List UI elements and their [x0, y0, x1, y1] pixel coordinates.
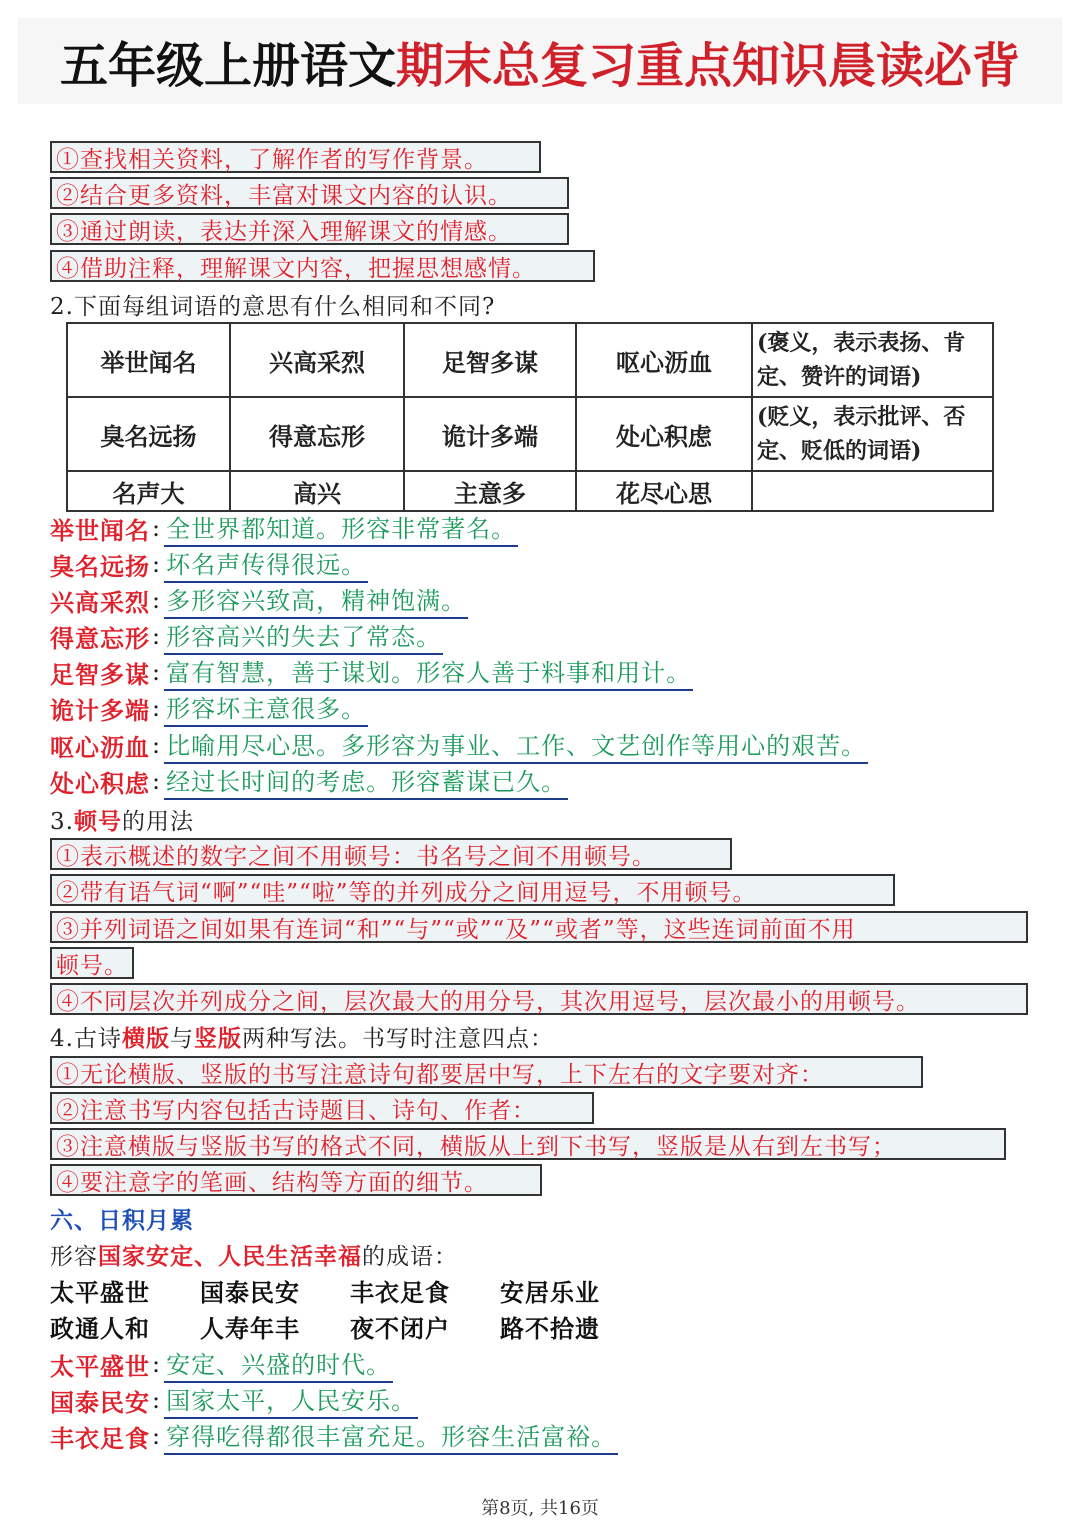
definition-meaning: 坏名声传得很远。 [164, 545, 368, 583]
definition-term: 国泰民安 [50, 1387, 150, 1417]
definition-term: 诡计多端 [50, 695, 150, 725]
idiom: 太平盛世 [50, 1277, 150, 1307]
definition-item: 足智多谋 : 富有智慧，善于谋划。形容人善于料事和用计。 [50, 654, 693, 690]
question-3-highlight: 顿号 [73, 808, 122, 835]
table-note-positive: (褒义，表示表扬、肯定、赞许的词语) [752, 323, 993, 397]
comma-rule-1: ①表示概述的数字之间不用顿号：书名号之间不用顿号。 [50, 838, 732, 870]
comma-rule-2: ②带有语气词“啊”“哇”“啦”等的并列成分之间用逗号，不用顿号。 [50, 874, 895, 906]
poem-rule-3: ③注意横版与竖版书写的格式不同，横版从上到下书写，竖版是从右到左书写； [50, 1128, 1006, 1160]
table-cell: 举世闻名 [67, 323, 230, 397]
method-item-4: ④借助注释，理解课文内容，把握思想感情。 [50, 250, 595, 282]
comma-rule-4: ④不同层次并列成分之间，层次最大的用分号，其次用逗号，层次最小的用顿号。 [50, 983, 1028, 1015]
table-cell: 名声大 [67, 471, 230, 511]
definition-term: 得意忘形 [50, 623, 150, 653]
definition-item: 举世闻名 : 全世界都知道。形容非常著名。 [50, 510, 518, 546]
table-cell: 得意忘形 [230, 397, 404, 471]
word-comparison-table [66, 322, 994, 512]
idiom: 路不拾遗 [500, 1313, 600, 1343]
definition-meaning: 比喻用尽心思。多形容为事业、工作、文艺创作等用心的艰苦。 [164, 726, 868, 764]
method-item-1: ①查找相关资料，了解作者的写作背景。 [50, 141, 541, 173]
idiom-grid [50, 1272, 650, 1344]
idiom: 国泰民安 [200, 1277, 300, 1307]
table-cell: 处心积虑 [576, 397, 752, 471]
idiom-row [50, 1308, 650, 1344]
definition-term: 举世闻名 [50, 515, 150, 545]
idiom: 丰衣足食 [350, 1277, 450, 1307]
title-part1: 五年级上册语文 [59, 37, 396, 94]
definition-item: 臭名远扬 : 坏名声传得很远。 [50, 546, 368, 582]
question-2: 2.下面每组词语的意思有什么相同和不同? [50, 294, 496, 320]
table-row [67, 397, 993, 471]
table-cell: 主意多 [404, 471, 576, 511]
idiom: 人寿年丰 [200, 1313, 300, 1343]
definition-item: 诡计多端 : 形容坏主意很多。 [50, 690, 368, 726]
definition-meaning: 形容坏主意很多。 [164, 689, 368, 727]
idiom-definition: 国泰民安 : 国家太平，人民安乐。 [50, 1382, 418, 1418]
definition-term: 丰衣足食 [50, 1423, 150, 1453]
table-cell: 足智多谋 [404, 323, 576, 397]
definition-meaning: 国家太平，人民安乐。 [164, 1381, 418, 1419]
table-cell: 呕心沥血 [576, 323, 752, 397]
definition-meaning: 多形容兴致高，精神饱满。 [164, 581, 468, 619]
definition-item: 得意忘形 : 形容高兴的失去了常态。 [50, 618, 443, 654]
table-note-negative: (贬义，表示批评、否定、贬低的词语) [752, 397, 993, 471]
table-row [67, 323, 993, 397]
idiom-definition: 太平盛世 : 安定、兴盛的时代。 [50, 1346, 393, 1382]
table-cell: 诡计多端 [404, 397, 576, 471]
poem-rule-4: ④要注意字的笔画、结构等方面的细节。 [50, 1164, 542, 1196]
poem-rule-1: ①无论横版、竖版的书写注意诗句都要居中写，上下左右的文字要对齐： [50, 1056, 923, 1088]
definition-term: 呕心沥血 [50, 732, 150, 762]
definition-meaning: 形容高兴的失去了常态。 [164, 617, 443, 655]
definition-item: 呕心沥血 : 比喻用尽心思。多形容为事业、工作、文艺创作等用心的艰苦。 [50, 727, 868, 763]
question-4: 4.古诗横版与竖版两种写法。书写时注意四点： [50, 1025, 554, 1052]
definition-term: 兴高采烈 [50, 587, 150, 617]
definition-term: 臭名远扬 [50, 551, 150, 581]
table-row [67, 471, 993, 511]
page-number: 第8页, 共16页 [481, 1498, 599, 1519]
comma-rule-3-cont: 顿号。 [50, 947, 134, 979]
idiom-row [50, 1272, 650, 1308]
method-item-2: ②结合更多资料，丰富对课文内容的认识。 [50, 177, 569, 209]
table-cell: 高兴 [230, 471, 404, 511]
idiom: 安居乐业 [500, 1277, 600, 1307]
idiom: 政通人和 [50, 1313, 150, 1343]
table-cell: 兴高采烈 [230, 323, 404, 397]
definition-item: 兴高采烈 : 多形容兴致高，精神饱满。 [50, 582, 468, 618]
table-cell: 花尽心思 [576, 471, 752, 511]
page-title [18, 18, 1062, 104]
section-6-heading: 六、日积月累 [50, 1207, 194, 1234]
table-cell: 臭名远扬 [67, 397, 230, 471]
section-6-intro: 形容国家安定、人民生活幸福的成语： [50, 1243, 458, 1270]
definition-meaning: 穿得吃得都很丰富充足。形容生活富裕。 [164, 1417, 618, 1455]
definition-item: 处心积虑 : 经过长时间的考虑。形容蓄谋已久。 [50, 763, 568, 799]
definition-meaning: 经过长时间的考虑。形容蓄谋已久。 [164, 762, 568, 800]
definition-meaning: 全世界都知道。形容非常著名。 [164, 509, 518, 547]
idiom-definition: 丰衣足食 : 穿得吃得都很丰富充足。形容生活富裕。 [50, 1418, 618, 1454]
idiom: 夜不闭户 [350, 1313, 450, 1343]
question-3: 3.顿号的用法 [50, 808, 194, 835]
definition-term: 处心积虑 [50, 768, 150, 798]
title-part2: 期末总复习重点知识晨读必背 [396, 37, 1021, 94]
definition-term: 太平盛世 [50, 1351, 150, 1381]
table-cell [752, 471, 993, 511]
poem-rule-2: ②注意书写内容包括古诗题目、诗句、作者： [50, 1092, 594, 1124]
comma-rule-3: ③并列词语之间如果有连词“和”“与”“或”“及”“或者”等，这些连词前面不用 [50, 911, 1028, 943]
method-item-3: ③通过朗读，表达并深入理解课文的情感。 [50, 213, 569, 245]
definition-term: 足智多谋 [50, 659, 150, 689]
definition-meaning: 安定、兴盛的时代。 [164, 1345, 393, 1383]
definition-meaning: 富有智慧，善于谋划。形容人善于料事和用计。 [164, 653, 693, 691]
